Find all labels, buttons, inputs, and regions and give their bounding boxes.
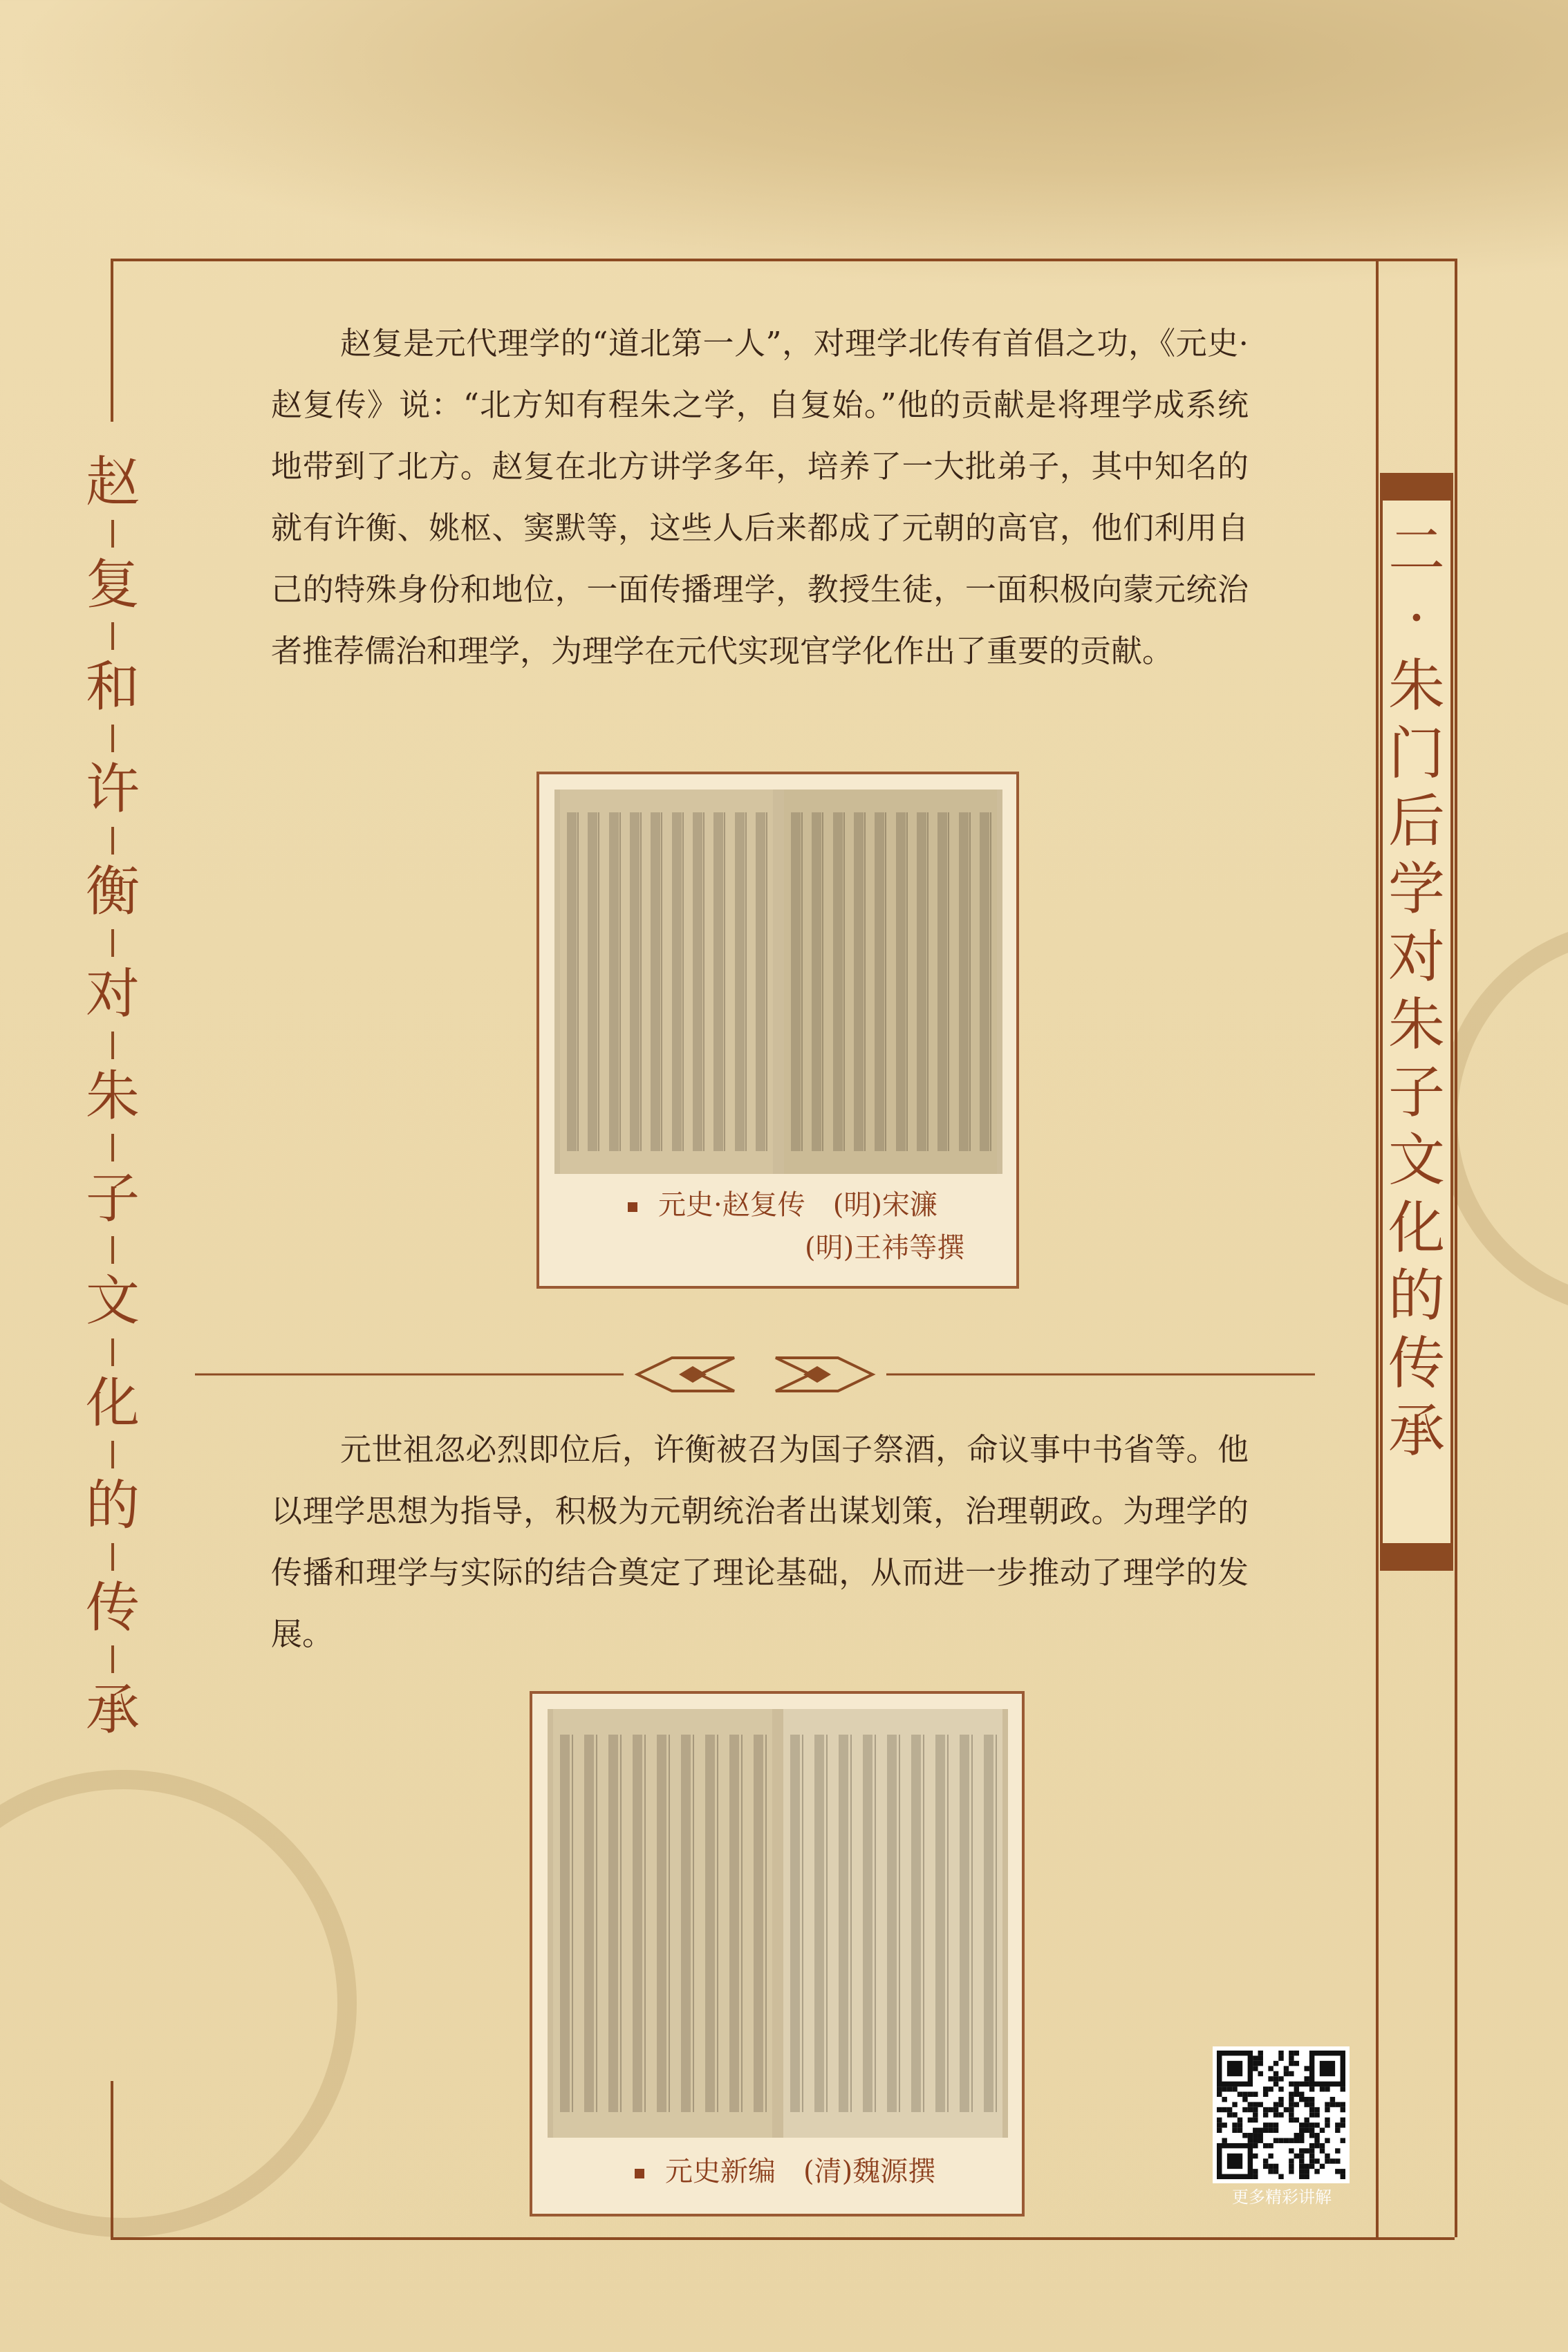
subtitle-separator [111, 725, 114, 752]
subtitle-char: 传 [85, 1577, 140, 1639]
photo-card-yuanshi [536, 772, 1019, 1289]
section-title-char: 文 [1388, 1128, 1445, 1193]
subtitle-separator [111, 1236, 114, 1264]
section-title-char: 门 [1388, 721, 1445, 787]
left-vertical-subtitle [82, 449, 144, 1744]
subtitle-separator [111, 1441, 114, 1468]
subtitle-char: 的 [85, 1475, 140, 1537]
photo-card-yuanshi-xinbian [530, 1691, 1025, 2216]
section-title-tab [1380, 476, 1453, 1568]
caption-yuanshi-line2: (明)王祎等撰 [805, 1232, 965, 1264]
subtitle-char: 许 [85, 758, 140, 821]
subtitle-char: 复 [85, 554, 140, 616]
section-title-char: 的 [1388, 1263, 1445, 1329]
frame-left-line-top [111, 259, 113, 422]
section-title-char: 后 [1388, 789, 1445, 855]
section-title-char: 化 [1388, 1195, 1445, 1261]
subtitle-char: 对 [85, 963, 140, 1025]
subtitle-char: 化 [85, 1372, 140, 1435]
section-title-char: 朱 [1388, 992, 1445, 1058]
subtitle-separator [111, 1645, 114, 1673]
square-bullet-icon [628, 1202, 637, 1212]
paragraph-zhao-fu: 赵复是元代理学的“道北第一人”，对理学北传有首倡之功，《元史·赵复传》说：“北方知有程朱之学，自复始。”他的贡献是将理学成系统地带到了北方。赵复在北方讲学多年，培养了一大批弟子，其中知名的就有许衡、姚枢、窦默等，这些人后来都成了元朝的高官，他们利用自己的特殊身份和地位，一面传播理学，教授生徒，一面积极向蒙元统治者推荐儒治和理学，为理学在元代实现官学化作出了重要的贡献。 [271, 325, 1249, 669]
subtitle-separator [111, 1543, 114, 1571]
diamond-divider-icon [195, 1354, 1315, 1395]
subtitle-char: 赵 [85, 451, 140, 514]
subtitle-separator [111, 1338, 114, 1366]
book-image-yuanshi-xinbian [548, 1709, 1008, 2138]
subtitle-separator [111, 1032, 114, 1059]
section-title-char: 子 [1388, 1060, 1445, 1126]
section-title-char: 朱 [1388, 653, 1445, 719]
section-title [1383, 517, 1450, 1466]
subtitle-char: 承 [85, 1679, 140, 1742]
paragraph-xu-heng: 元世祖忽必烈即位后，许衡被召为国子祭酒，命议事中书省等。他以理学思想为指导，积极为元朝统治者出谋划策，治理朝政。为理学的传播和理学与实际的结合奠定了理论基础，从而进一步推动了理学的发展。 [271, 1431, 1249, 1652]
qr-label: 更多精彩讲解 [1232, 2187, 1332, 2207]
section-title-char: · [1407, 586, 1426, 651]
frame-bottom-line [111, 2237, 1455, 2240]
background-texture [0, 0, 1568, 290]
section-title-char: 学 [1388, 857, 1445, 922]
subtitle-separator [111, 520, 114, 548]
section-title-char: 对 [1388, 924, 1445, 990]
frame-inner-right-line [1376, 259, 1379, 2237]
qr-code-icon[interactable] [1213, 2046, 1350, 2183]
background-seal-decoration [0, 1770, 357, 2237]
subtitle-char: 子 [85, 1168, 140, 1230]
section-title-char: 传 [1388, 1331, 1445, 1397]
subtitle-separator [111, 827, 114, 855]
caption-yuanshi-line1: 元史·赵复传 (明)宋濂 [628, 1184, 937, 1226]
frame-outer-right-line [1455, 259, 1457, 2237]
caption-yuanshi-xinbian: 元史新编 (清)魏源撰 [635, 2150, 935, 2193]
subtitle-char: 朱 [85, 1065, 140, 1128]
background-seal-decoration [1438, 920, 1568, 1318]
frame-top-line [111, 259, 1455, 261]
subtitle-separator [111, 929, 114, 957]
book-image-yuanshi-zhaofu [554, 790, 1002, 1174]
subtitle-separator [111, 1134, 114, 1161]
frame-left-line-bottom [111, 2081, 113, 2237]
subtitle-char: 和 [85, 656, 140, 718]
subtitle-separator [111, 622, 114, 650]
section-title-char: 二 [1388, 518, 1445, 584]
subtitle-char: 衡 [85, 861, 140, 923]
square-bullet-icon [635, 2169, 644, 2178]
subtitle-char: 文 [85, 1270, 140, 1332]
section-title-char: 承 [1388, 1399, 1445, 1464]
